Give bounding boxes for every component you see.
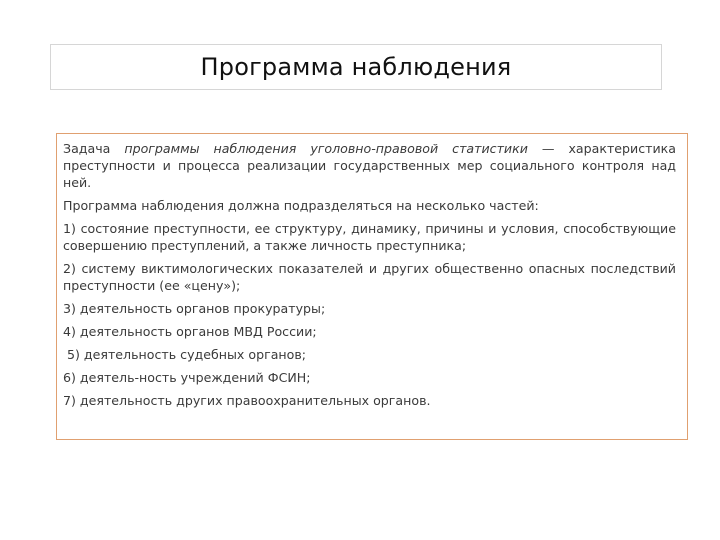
paragraph-item-5: 5) деятельность судебных органов;: [63, 347, 307, 362]
paragraph-item-6: 6) деятель-ность учреждений ФСИН;: [63, 370, 311, 385]
title-box: [50, 44, 662, 90]
intro-suffix: — характеристика преступности и процесса реализации государственных мер социального контроля над ней.: [63, 141, 676, 190]
paragraph-parts: Программа наблюдения должна подразделяться на несколько частей:: [63, 198, 539, 213]
paragraph-item-1: 1) состояние преступности, ее структуру, динамику, причины и условия, способствующие совершению преступлений, а также личность преступника;: [63, 221, 676, 253]
paragraph-item-4: 4) деятельность органов МВД России;: [63, 324, 317, 339]
paragraph-item-7: 7) деятельность других правоохранительных органов.: [63, 393, 431, 408]
slide-title: Программа наблюдения: [200, 53, 512, 81]
intro-italic: программы наблюдения уголовно-правовой статистики: [124, 141, 528, 156]
intro-prefix: Задача: [63, 141, 125, 156]
paragraph-item-2: 2) систему виктимологических показателей и других общественно опасных последствий преступности (ее «цену»);: [63, 261, 676, 293]
paragraph-item-3: 3) деятельность органов прокуратуры;: [63, 301, 326, 316]
content-box: [56, 133, 688, 440]
intro-paragraph: [63, 140, 676, 191]
